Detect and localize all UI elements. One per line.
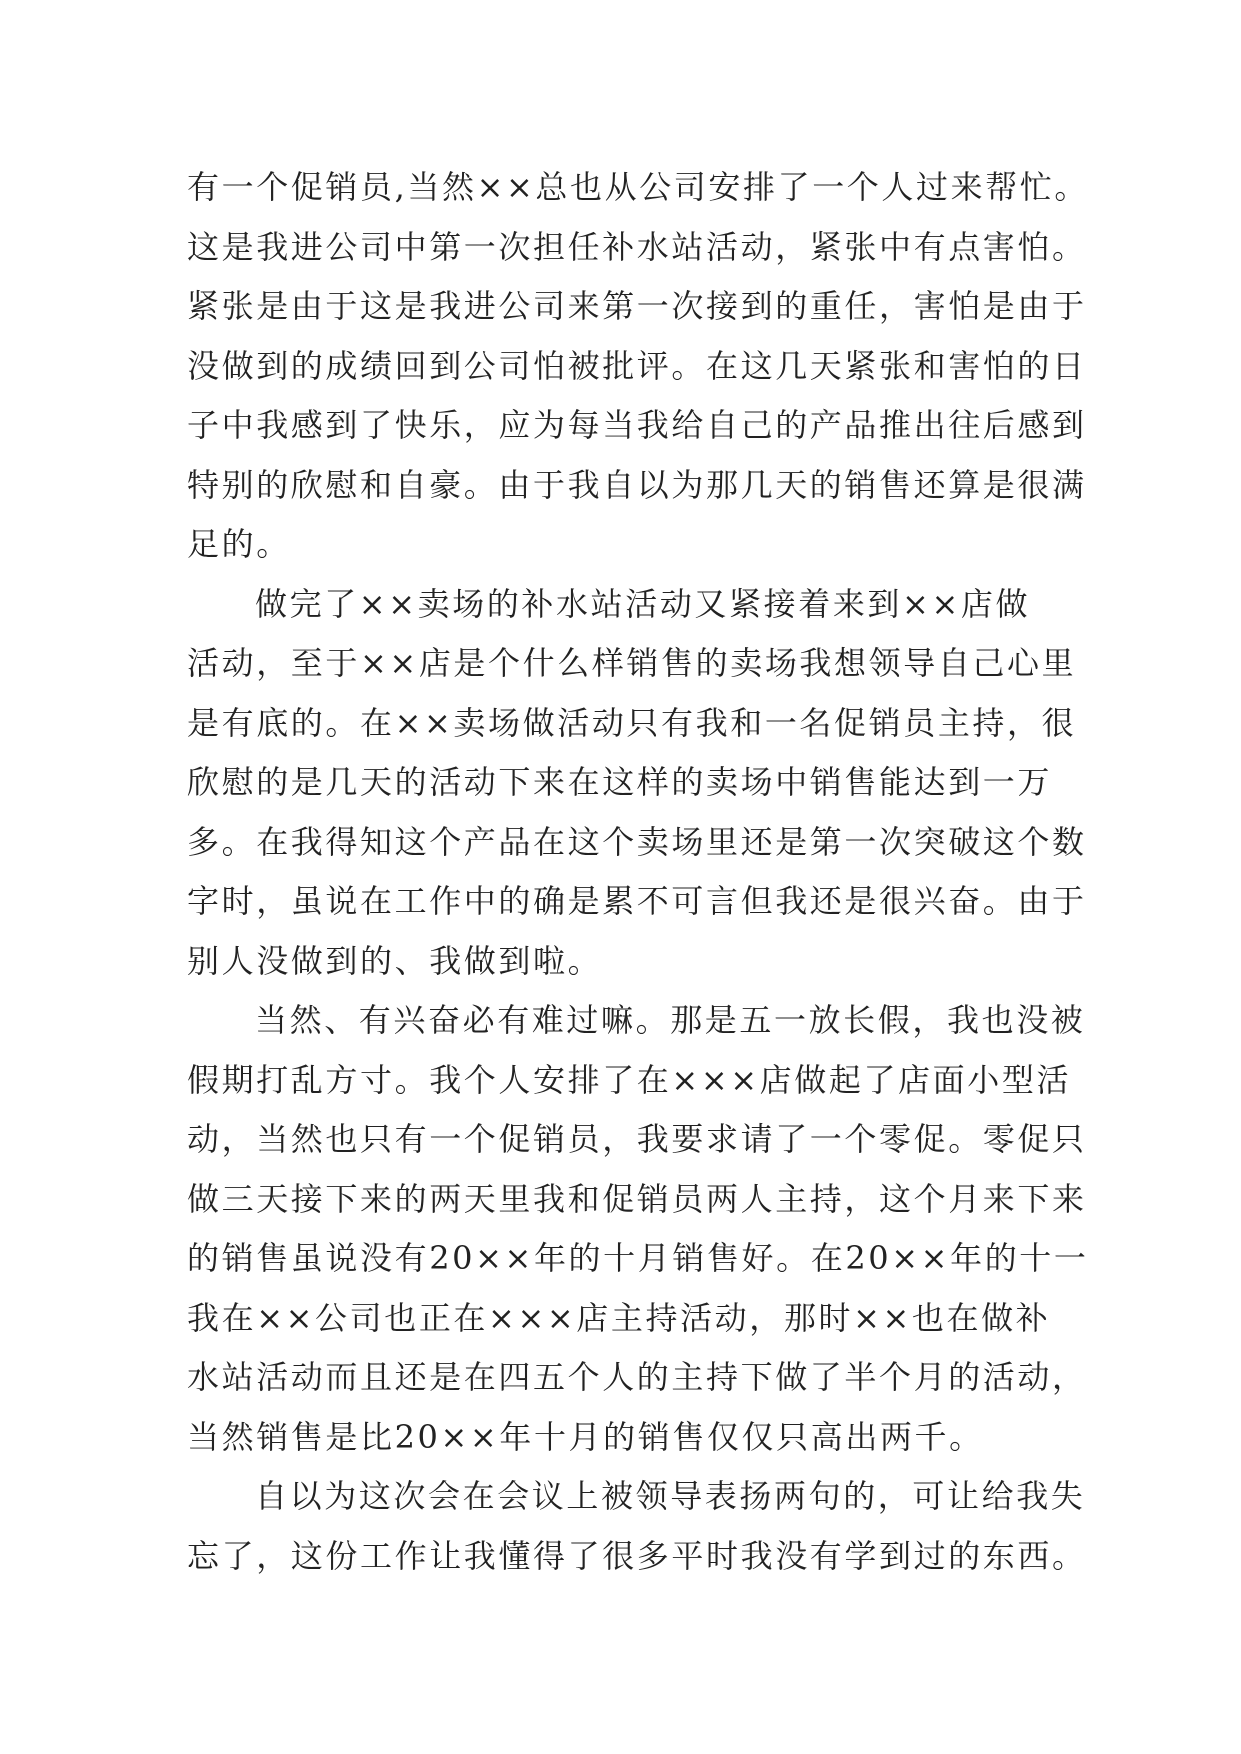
text-line: 字时，虽说在工作中的确是累不可言但我还是很兴奋。由于 bbox=[187, 882, 1087, 920]
text-line: 假期打乱方寸。我个人安排了在×××店做起了店面小型活 bbox=[187, 1060, 1072, 1099]
text-line: 当然、有兴奋必有难过嘛。那是五一放长假，我也没被 bbox=[255, 1001, 1086, 1039]
text-line: 忘了，这份工作让我懂得了很多平时我没有学到过的东西。 bbox=[187, 1536, 1087, 1575]
text-line: 是有底的。在××卖场做活动只有我和一名促销员主持，很 bbox=[187, 703, 1077, 742]
text-line: 特别的欣慰和自豪。由于我自以为那几天的销售还算是很满 bbox=[187, 465, 1087, 504]
text-line: 我在××公司也正在×××店主持活动，那时××也在做补 bbox=[187, 1298, 1051, 1337]
text-line: 没做到的成绩回到公司怕被批评。在这几天紧张和害怕的日 bbox=[187, 346, 1087, 385]
text-line: 足的。 bbox=[187, 525, 291, 563]
text-line: 这是我进公司中第一次担任补水站活动，紧张中有点害怕。 bbox=[187, 227, 1087, 266]
text-line: 做完了××卖场的补水站活动又紧接着来到××店做 bbox=[255, 584, 1031, 623]
text-line: 别人没做到的、我做到啦。 bbox=[187, 941, 603, 980]
text-line: 动，当然也只有一个促销员，我要求请了一个零促。零促只 bbox=[187, 1120, 1087, 1158]
text-line: 子中我感到了快乐，应为每当我给自己的产品推出往后感到 bbox=[187, 406, 1087, 444]
text-line: 有一个促销员,当然××总也从公司安排了一个人过来帮忙。 bbox=[187, 168, 1089, 206]
text-line: 的销售虽说没有20××年的十月销售好。在20××年的十一 bbox=[187, 1239, 1089, 1277]
text-line: 活动，至于××店是个什么样销售的卖场我想领导自己心里 bbox=[187, 644, 1077, 682]
text-line: 做三天接下来的两天里我和促销员两人主持，这个月来下来 bbox=[187, 1179, 1087, 1218]
text-line: 自以为这次会在会议上被领导表扬两句的，可让给我失 bbox=[255, 1477, 1086, 1515]
text-line: 紧张是由于这是我进公司来第一次接到的重任，害怕是由于 bbox=[187, 287, 1087, 325]
text-line: 水站活动而且还是在四五个人的主持下做了半个月的活动， bbox=[187, 1358, 1087, 1396]
text-line: 多。在我得知这个产品在这个卖场里还是第一次突破这个数 bbox=[187, 822, 1087, 861]
text-line: 当然销售是比20××年十月的销售仅仅只高出两千。 bbox=[187, 1417, 984, 1456]
text-line: 欣慰的是几天的活动下来在这样的卖场中销售能达到一万 bbox=[187, 763, 1053, 801]
document-body bbox=[187, 158, 1087, 1586]
